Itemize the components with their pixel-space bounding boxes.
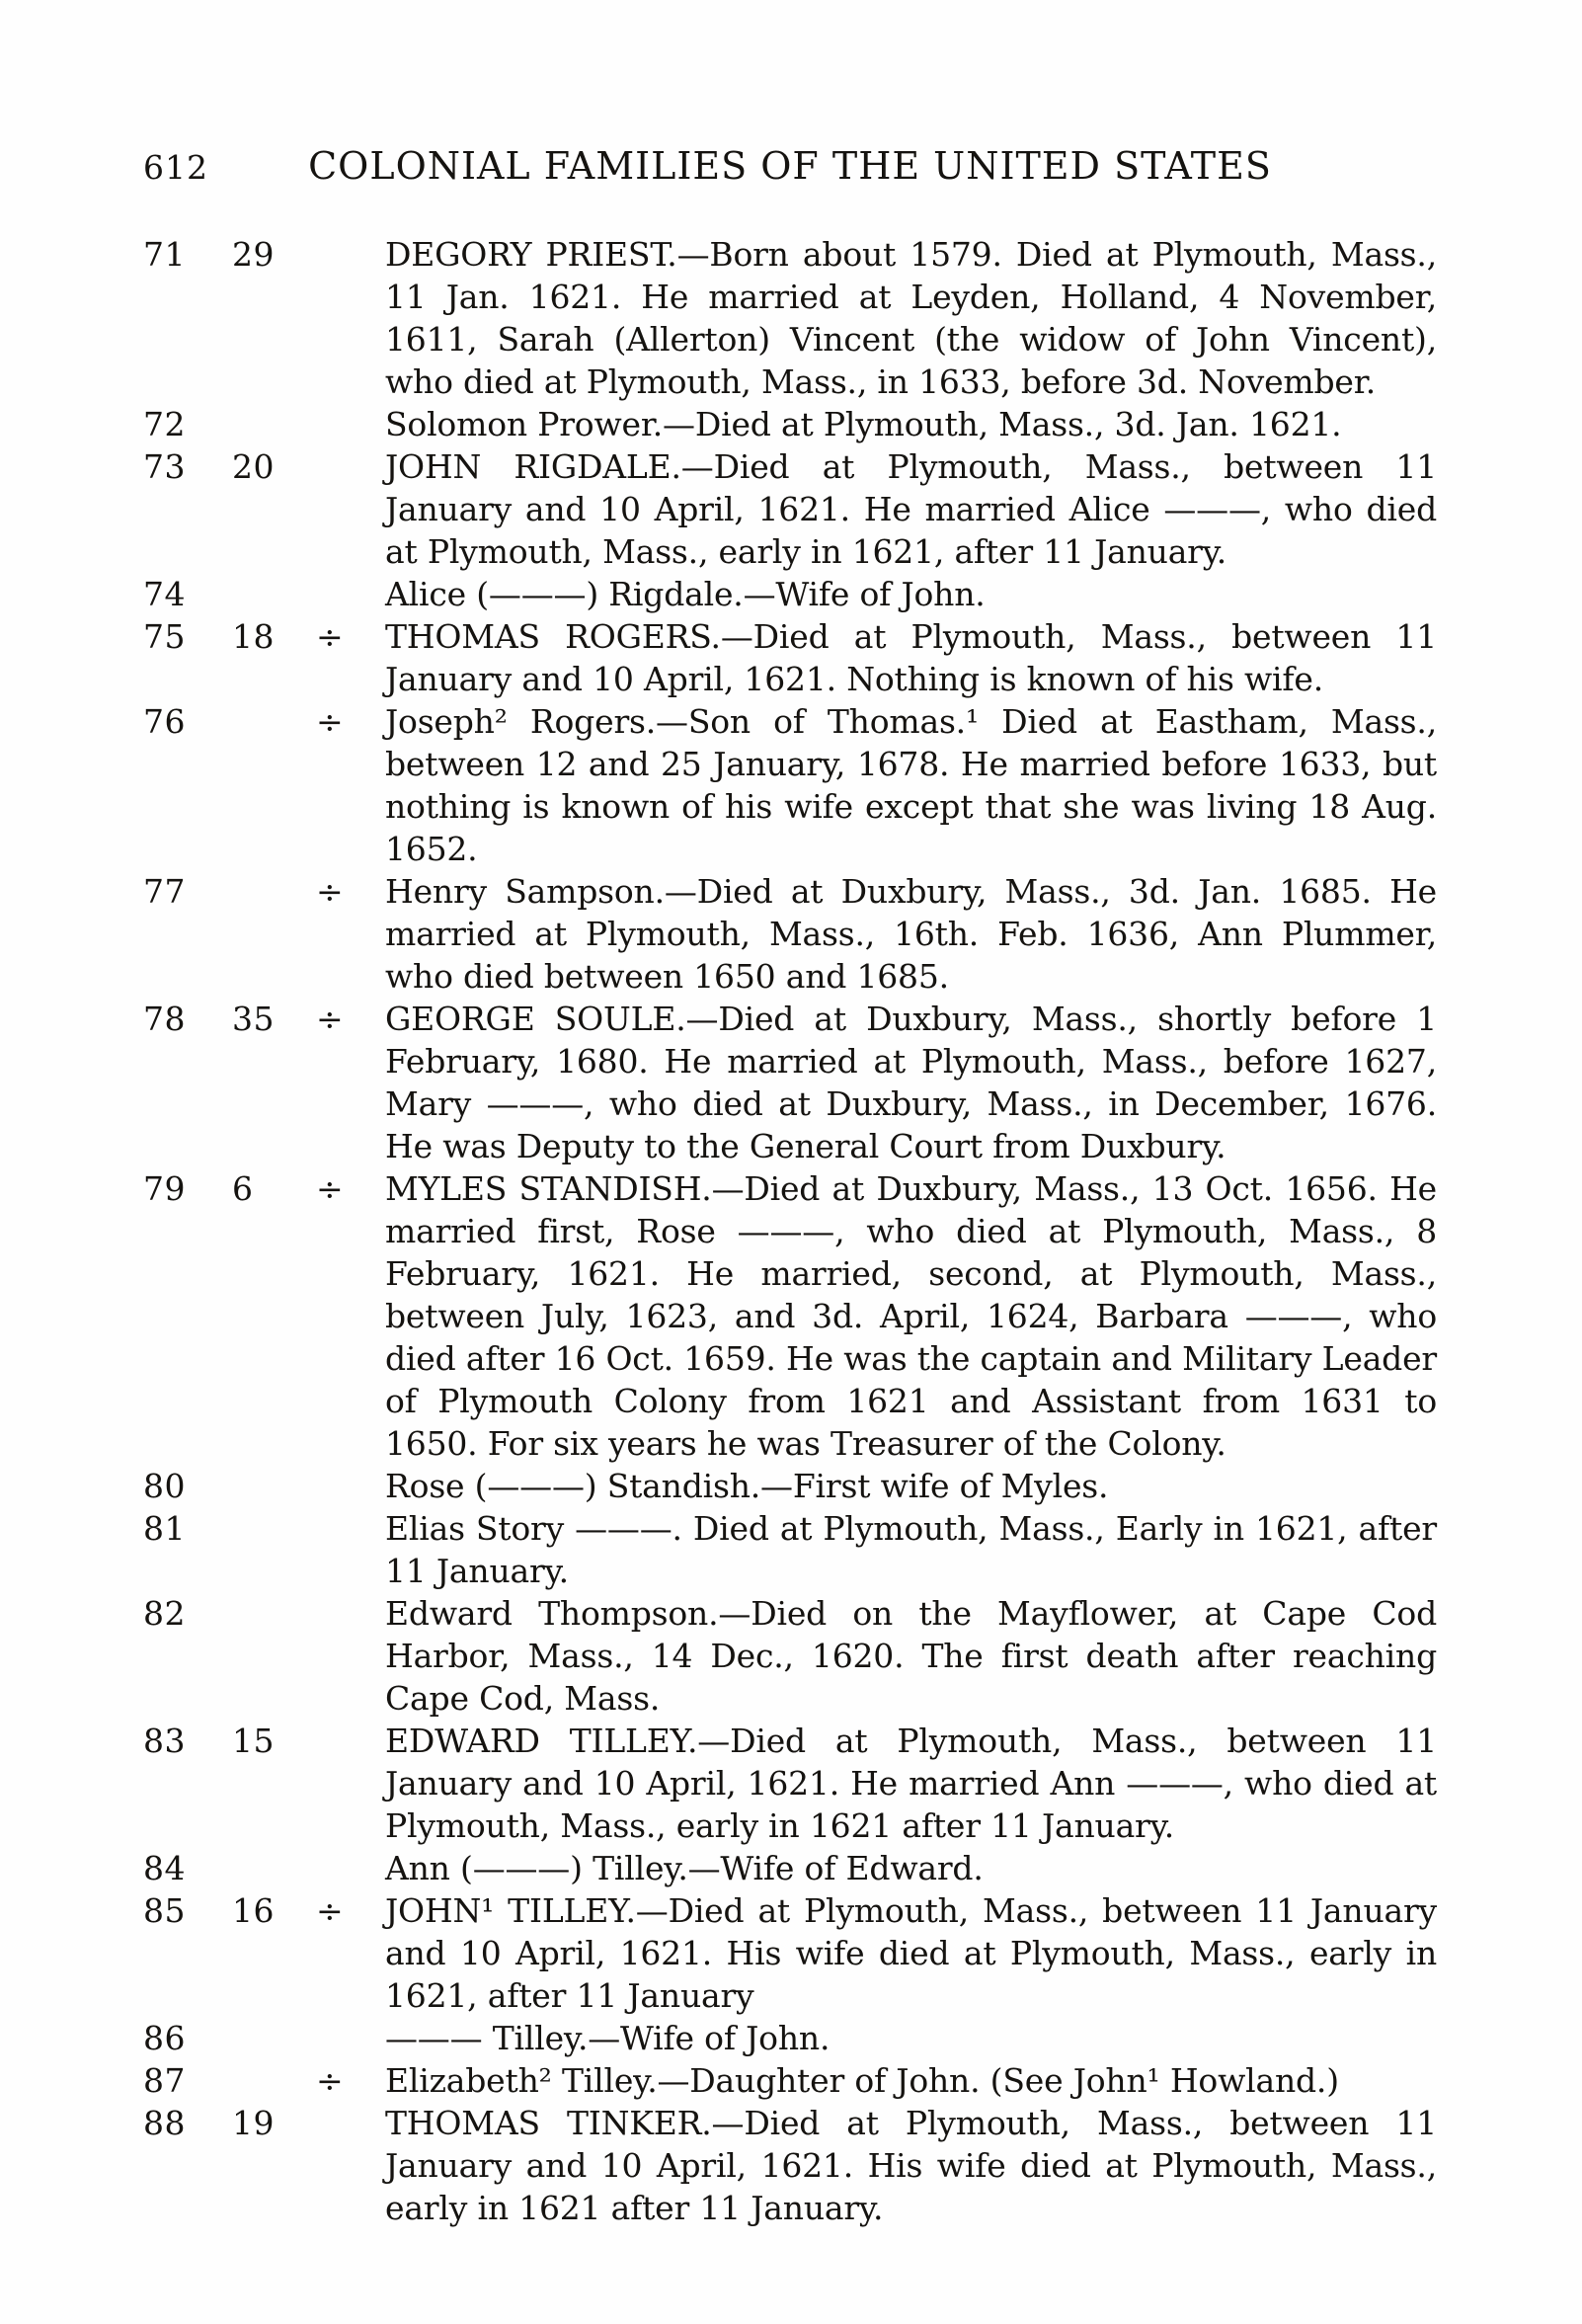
entry-ref-number: 18 [232, 617, 275, 656]
entry-row [143, 1167, 1437, 1465]
entry-number: 78 [143, 1000, 186, 1038]
entry-text: EDWARD TILLEY.—Died at Plymouth, Mass., between 11 January and 10 April, 1621. He married Ann ———, who died at Plymouth, Mass., early in 1621 after 11 January. [385, 1722, 1437, 1845]
division-mark: ÷ [316, 1000, 345, 1038]
entry-list [143, 233, 1437, 2229]
entry-text: Edward Thompson.—Died on the Mayflower, at Cape Cod Harbor, Mass., 14 Dec., 1620. The first death after reaching Cape Cod, Mass. [385, 1594, 1437, 1718]
entry-row [143, 615, 1437, 700]
division-mark: ÷ [316, 617, 345, 656]
entry-row [143, 233, 1437, 403]
division-mark: ÷ [316, 702, 345, 741]
entry-text: Rose (———) Standish.—First wife of Myles. [385, 1467, 1109, 1505]
entry-number: 84 [143, 1849, 186, 1887]
entry-text: Ann (———) Tilley.—Wife of Edward. [385, 1849, 984, 1887]
entry-row [143, 445, 1437, 573]
entry-ref-number: 19 [232, 2104, 275, 2142]
entry-row [143, 1847, 1437, 1889]
entry-number: 85 [143, 1891, 186, 1930]
entry-text: THOMAS ROGERS.—Died at Plymouth, Mass., between 11 January and 10 April, 1621. Nothing is known of his wife. [385, 617, 1437, 698]
entry-row [143, 1592, 1437, 1720]
page-number: 612 [143, 148, 208, 187]
entry-number: 76 [143, 702, 186, 741]
entry-ref-number: 16 [232, 1891, 275, 1930]
page-title: COLONIAL FAMILIES OF THE UNITED STATES [308, 144, 1272, 188]
entry-text: Henry Sampson.—Died at Duxbury, Mass., 3d. Jan. 1685. He married at Plymouth, Mass., 16th. Feb. 1636, Ann Plummer, who died between 1650 and 1685. [385, 872, 1437, 996]
entry-text: Solomon Prower.—Died at Plymouth, Mass., 3d. Jan. 1621. [385, 405, 1342, 443]
entry-row [143, 1465, 1437, 1507]
entry-ref-number: 20 [232, 447, 275, 486]
entry-number: 81 [143, 1509, 186, 1548]
entry-number: 88 [143, 2104, 186, 2142]
entry-ref-number: 6 [232, 1169, 254, 1208]
entry-number: 86 [143, 2019, 186, 2057]
entry-row [143, 700, 1437, 870]
entry-number: 83 [143, 1722, 186, 1760]
division-mark: ÷ [316, 1891, 345, 1930]
entry-text: THOMAS TINKER.—Died at Plymouth, Mass., between 11 January and 10 April, 1621. His wife died at Plymouth, Mass., early in 1621 after 11 January. [385, 2104, 1437, 2227]
entry-number: 79 [143, 1169, 186, 1208]
entry-row [143, 2059, 1437, 2102]
entry-number: 73 [143, 447, 186, 486]
entry-row [143, 2017, 1437, 2059]
entry-ref-number: 35 [232, 1000, 275, 1038]
entry-text: Joseph² Rogers.—Son of Thomas.¹ Died at Eastham, Mass., between 12 and 25 January, 1678. He married before 1633, but nothing is known of his wife except that she was living 18 Aug. 1652. [385, 702, 1437, 868]
entry-text: MYLES STANDISH.—Died at Duxbury, Mass., 13 Oct. 1656. He married first, Rose ———, who died at Plymouth, Mass., 8 February, 1621. He married, second, at Plymouth, Mass., between July, 1623, and 3d. April, 1624, Barbara ———, who died after 16 Oct. 1659. He was the captain and Military Leader of Plymouth Colony from 1621 and Assistant from 1631 to 1650. For six years he was Treasurer of the Colony. [385, 1169, 1437, 1463]
entry-row [143, 1507, 1437, 1592]
entry-row [143, 998, 1437, 1167]
entry-number: 74 [143, 575, 186, 613]
entry-text: Elizabeth² Tilley.—Daughter of John. (See John¹ Howland.) [385, 2061, 1339, 2100]
entry-number: 71 [143, 235, 186, 274]
entry-row [143, 573, 1437, 615]
page-header [143, 144, 1437, 192]
entry-ref-number: 15 [232, 1722, 275, 1760]
entry-number: 72 [143, 405, 186, 443]
entry-number: 80 [143, 1467, 186, 1505]
entry-text: ——— Tilley.—Wife of John. [385, 2019, 831, 2057]
entry-text: Elias Story ———. Died at Plymouth, Mass., Early in 1621, after 11 January. [385, 1509, 1437, 1590]
division-mark: ÷ [316, 872, 345, 911]
entry-number: 77 [143, 872, 186, 911]
entry-number: 82 [143, 1594, 186, 1633]
entry-row [143, 403, 1437, 445]
entry-text: Alice (———) Rigdale.—Wife of John. [385, 575, 986, 613]
entry-row [143, 2102, 1437, 2229]
entry-number: 75 [143, 617, 186, 656]
division-mark: ÷ [316, 2061, 345, 2100]
entry-text: JOHN¹ TILLEY.—Died at Plymouth, Mass., between 11 January and 10 April, 1621. His wife died at Plymouth, Mass., early in 1621, after 11 January [385, 1891, 1437, 2015]
entry-row [143, 870, 1437, 998]
entry-text: JOHN RIGDALE.—Died at Plymouth, Mass., between 11 January and 10 April, 1621. He married Alice ———, who died at Plymouth, Mass., early in 1621, after 11 January. [385, 447, 1437, 571]
entry-row [143, 1720, 1437, 1847]
division-mark: ÷ [316, 1169, 345, 1208]
entry-ref-number: 29 [232, 235, 275, 274]
entry-text: GEORGE SOULE.—Died at Duxbury, Mass., shortly before 1 February, 1680. He married at Plymouth, Mass., before 1627, Mary ———, who died at Duxbury, Mass., in December, 1676. He was Deputy to the General Court from Duxbury. [385, 1000, 1437, 1165]
entry-row [143, 1889, 1437, 2017]
entry-text: DEGORY PRIEST.—Born about 1579. Died at Plymouth, Mass., 11 Jan. 1621. He married at Leyden, Holland, 4 November, 1611, Sarah (Allerton) Vincent (the widow of John Vincent), who died at Plymouth, Mass., in 1633, before 3d. November. [385, 235, 1437, 401]
entry-number: 87 [143, 2061, 186, 2100]
